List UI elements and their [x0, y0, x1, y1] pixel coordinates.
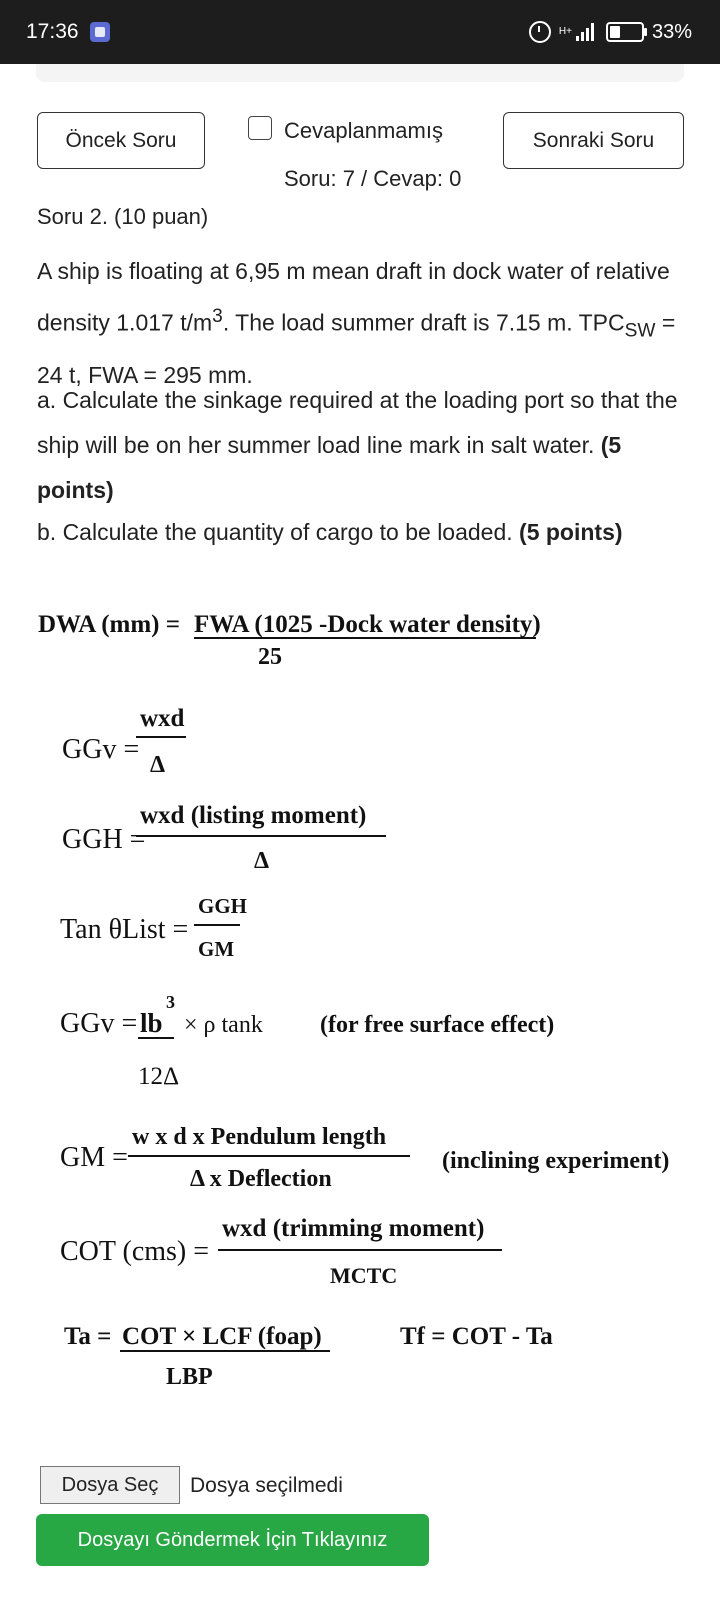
- gm-note: (inclining experiment): [442, 1148, 670, 1174]
- ta-denominator: LBP: [166, 1364, 213, 1390]
- signal-icon: [576, 23, 594, 41]
- question-text-2: . The load summer draft is 7.15 m. TPC: [222, 309, 625, 336]
- ggv-fse-multiplier: × ρ tank: [184, 1012, 263, 1038]
- unanswered-label: Cevaplanmamış: [284, 118, 443, 143]
- part-b-points: (5 points): [519, 519, 623, 545]
- ggv-denominator: Δ: [150, 752, 166, 778]
- battery-fill: [610, 26, 620, 38]
- question-part-b: [37, 510, 687, 555]
- ggv-fse-exponent: 3: [166, 992, 175, 1012]
- part-a-points: (5 points): [37, 432, 622, 503]
- status-time: 17:36: [26, 20, 79, 43]
- question-counter: Soru: 7 / Cevap: 0: [284, 166, 462, 191]
- tf-formula: Tf = COT - Ta: [400, 1323, 553, 1350]
- gm-lhs: GM =: [60, 1142, 128, 1173]
- submit-file-button[interactable]: Dosyayı Göndermek İçin Tıklayınız: [36, 1514, 429, 1566]
- tan-denominator: GM: [198, 937, 235, 961]
- part-b-text: b. Calculate the quantity of cargo to be loaded.: [37, 519, 520, 545]
- ggv-fse-denominator: 12Δ: [138, 1063, 180, 1090]
- ggv-fse-lhs: GGv =: [60, 1008, 138, 1039]
- question-part-a: [37, 378, 687, 513]
- formula-sheet-image: [0, 600, 720, 1420]
- status-bar: [0, 0, 720, 64]
- ggv-lhs: GGv =: [62, 734, 140, 765]
- density-unit-exponent: 3: [212, 306, 223, 327]
- question-paragraph: [37, 249, 687, 398]
- previous-question-button[interactable]: Öncek Soru: [37, 112, 205, 169]
- tan-numerator: GGH: [198, 894, 248, 918]
- dwa-denominator: 25: [258, 644, 282, 670]
- gm-denominator: Δ x Deflection: [190, 1166, 332, 1192]
- question-text-3: = 24 t, FWA = 295 mm.: [37, 309, 676, 389]
- ggh-lhs: GGH =: [62, 824, 146, 855]
- battery-icon: [606, 22, 644, 42]
- choose-file-button[interactable]: Dosya Seç: [40, 1466, 180, 1504]
- ggh-denominator: Δ: [254, 848, 270, 874]
- header-strip: [36, 64, 684, 82]
- cot-denominator: MCTC: [330, 1263, 398, 1288]
- unanswered-checkbox[interactable]: [248, 116, 272, 140]
- ta-lhs: Ta =: [64, 1323, 112, 1350]
- dwa-numerator: FWA (1025 -Dock water density): [194, 611, 541, 638]
- dwa-lhs: DWA (mm) =: [38, 611, 181, 638]
- part-a-text: a. Calculate the sinkage required at the loading port so that the ship will be on her summer load line mark in salt water.: [37, 387, 678, 458]
- ggv-fse-note: (for free surface effect): [320, 1012, 555, 1038]
- tan-lhs: Tan θList =: [60, 914, 189, 945]
- next-question-button[interactable]: Sonraki Soru: [503, 112, 684, 169]
- question-title: Soru 2. (10 puan): [37, 204, 209, 229]
- cot-lhs: COT (cms) =: [60, 1236, 210, 1267]
- teams-notification-icon: [90, 22, 110, 42]
- ta-numerator: COT × LCF (foap): [122, 1323, 322, 1350]
- ggv-fse-numerator: lb: [140, 1008, 163, 1038]
- battery-percent: 33%: [651, 20, 692, 43]
- status-icons: [529, 18, 692, 46]
- network-type: H+: [558, 26, 572, 37]
- cot-numerator: wxd (trimming moment): [222, 1215, 485, 1242]
- question-text-1: A ship is floating at 6,95 m mean draft in dock water of relative density 1.017 t/m: [37, 258, 670, 336]
- ggh-numerator: wxd (listing moment): [140, 802, 367, 829]
- ggv-numerator: wxd: [140, 705, 185, 732]
- alarm-icon: [529, 21, 551, 43]
- gm-numerator: w x d x Pendulum length: [132, 1124, 387, 1150]
- file-status: Dosya seçilmedi: [190, 1474, 343, 1497]
- tpc-subscript: SW: [624, 320, 656, 342]
